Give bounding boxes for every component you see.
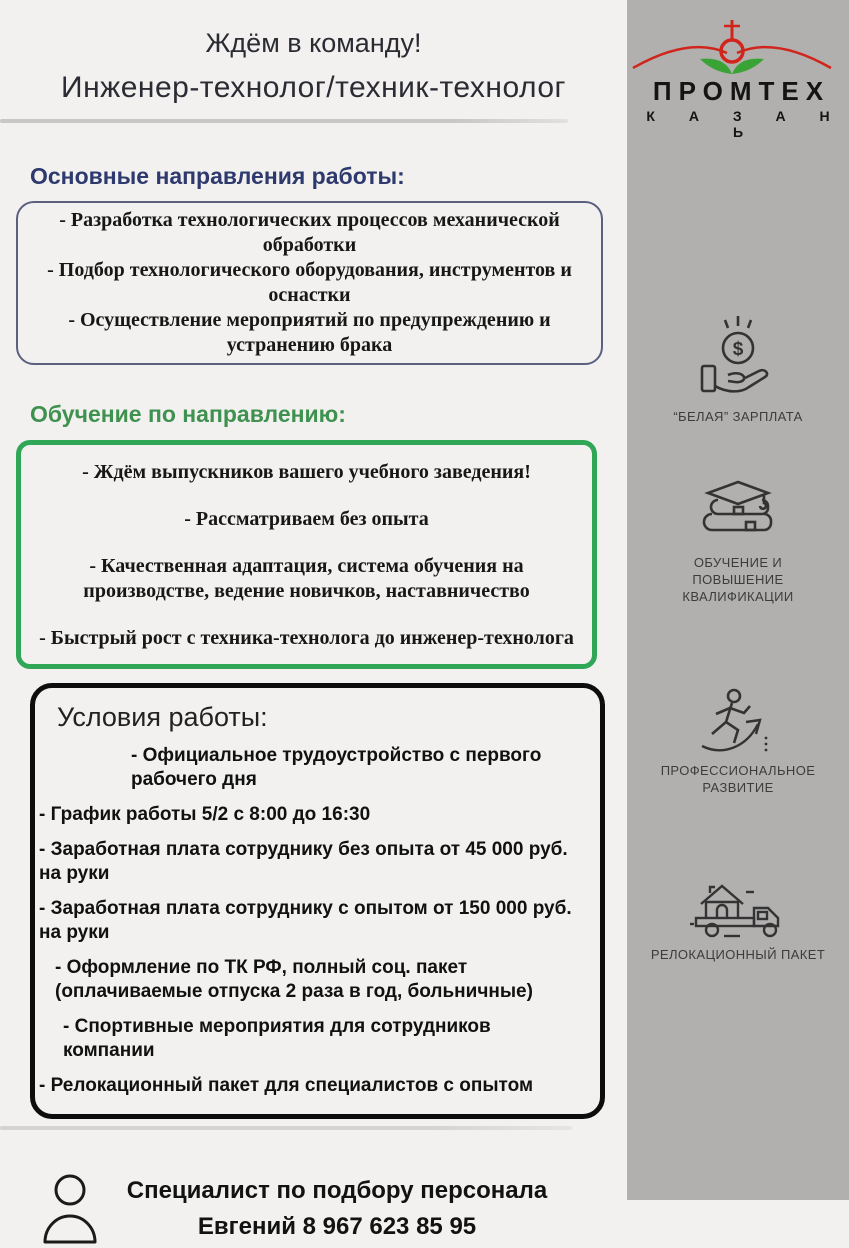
training-box	[16, 440, 597, 669]
conditions-heading: Условия работы:	[57, 702, 268, 732]
relocation-house-truck-icon	[688, 880, 788, 938]
benefit-professional-growth	[627, 688, 849, 796]
directions-item: - Подбор технологического оборудования, инструментов и оснастки	[47, 259, 572, 306]
poster-subtitle-position: Инженер-технолог/техник-технолог	[61, 71, 566, 104]
contact-text	[102, 1177, 572, 1241]
logo-company-name: ПРОМТЕХ	[652, 76, 831, 106]
benefit-relocation	[627, 880, 849, 963]
conditions-item: - Спортивные мероприятия для сотрудников компании	[63, 1016, 491, 1061]
person-icon	[38, 1170, 102, 1248]
promtech-aircraft-logo-icon	[627, 14, 837, 78]
directions-item: - Разработка технологических процессов механической обработки	[59, 209, 560, 256]
benefits-sidebar	[627, 0, 849, 1200]
conditions-item: - Релокационный пакет для специалистов с опытом	[39, 1075, 534, 1096]
conditions-item: - Заработная плата сотруднику без опыта от 45 000 руб. на руки	[39, 839, 568, 884]
benefit-label: ПРОФЕССИОНАЛЬНОЕ РАЗВИТИЕ	[660, 763, 816, 795]
salary-hand-coin-icon	[692, 312, 784, 400]
benefit-education	[627, 480, 849, 605]
company-logo	[627, 14, 849, 140]
conditions-item: - Заработная плата сотруднику с опытом от 150 000 руб. на руки	[39, 898, 572, 943]
poster-title: Ждём в команду!	[205, 28, 422, 58]
directions-item: - Осуществление мероприятий по предупреждению и устранению брака	[68, 309, 551, 356]
conditions-item: - График работы 5/2 с 8:00 до 16:30	[39, 804, 371, 825]
contact-footer	[0, 1170, 627, 1248]
conditions-box	[30, 683, 605, 1119]
bottom-divider	[0, 1126, 572, 1130]
benefit-label: РЕЛОКАЦИОННЫЙ ПАКЕТ	[650, 947, 826, 962]
title-divider	[0, 119, 568, 123]
benefit-label: “БЕЛАЯ” ЗАРПЛАТА	[673, 409, 803, 424]
education-books-cap-icon	[694, 480, 782, 546]
training-item: - Быстрый рост с техника-технолога до инженер-технолога	[39, 627, 574, 649]
svg-text:$: $	[732, 339, 744, 360]
conditions-item: - Официальное трудоустройство с первого рабочего дня	[131, 745, 542, 790]
training-heading: Обучение по направлению:	[30, 401, 346, 427]
training-item: - Ждём выпускников вашего учебного заведения!	[82, 461, 531, 483]
directions-box	[16, 201, 603, 365]
logo-city-name: К А З А Н Ь	[646, 108, 845, 140]
contact-phone: Евгений 8 967 623 85 95	[197, 1213, 477, 1240]
contact-role: Специалист по подбору персонала	[126, 1177, 548, 1204]
benefit-label: ОБУЧЕНИЕ И ПОВЫШЕНИЕ КВАЛИФИКАЦИИ	[682, 555, 794, 604]
training-item: - Рассматриваем без опыта	[184, 508, 429, 530]
conditions-item: - Оформление по ТК РФ, полный соц. пакет (оплачиваемые отпуска 2 раза в год, больничные)	[55, 957, 533, 1002]
growth-runner-arrow-icon	[696, 688, 780, 754]
training-item: - Качественная адаптация, система обучения на производстве, ведение новичков, наставничество	[83, 555, 530, 602]
directions-heading: Основные направления работы:	[30, 163, 405, 189]
benefit-white-salary	[627, 312, 849, 425]
